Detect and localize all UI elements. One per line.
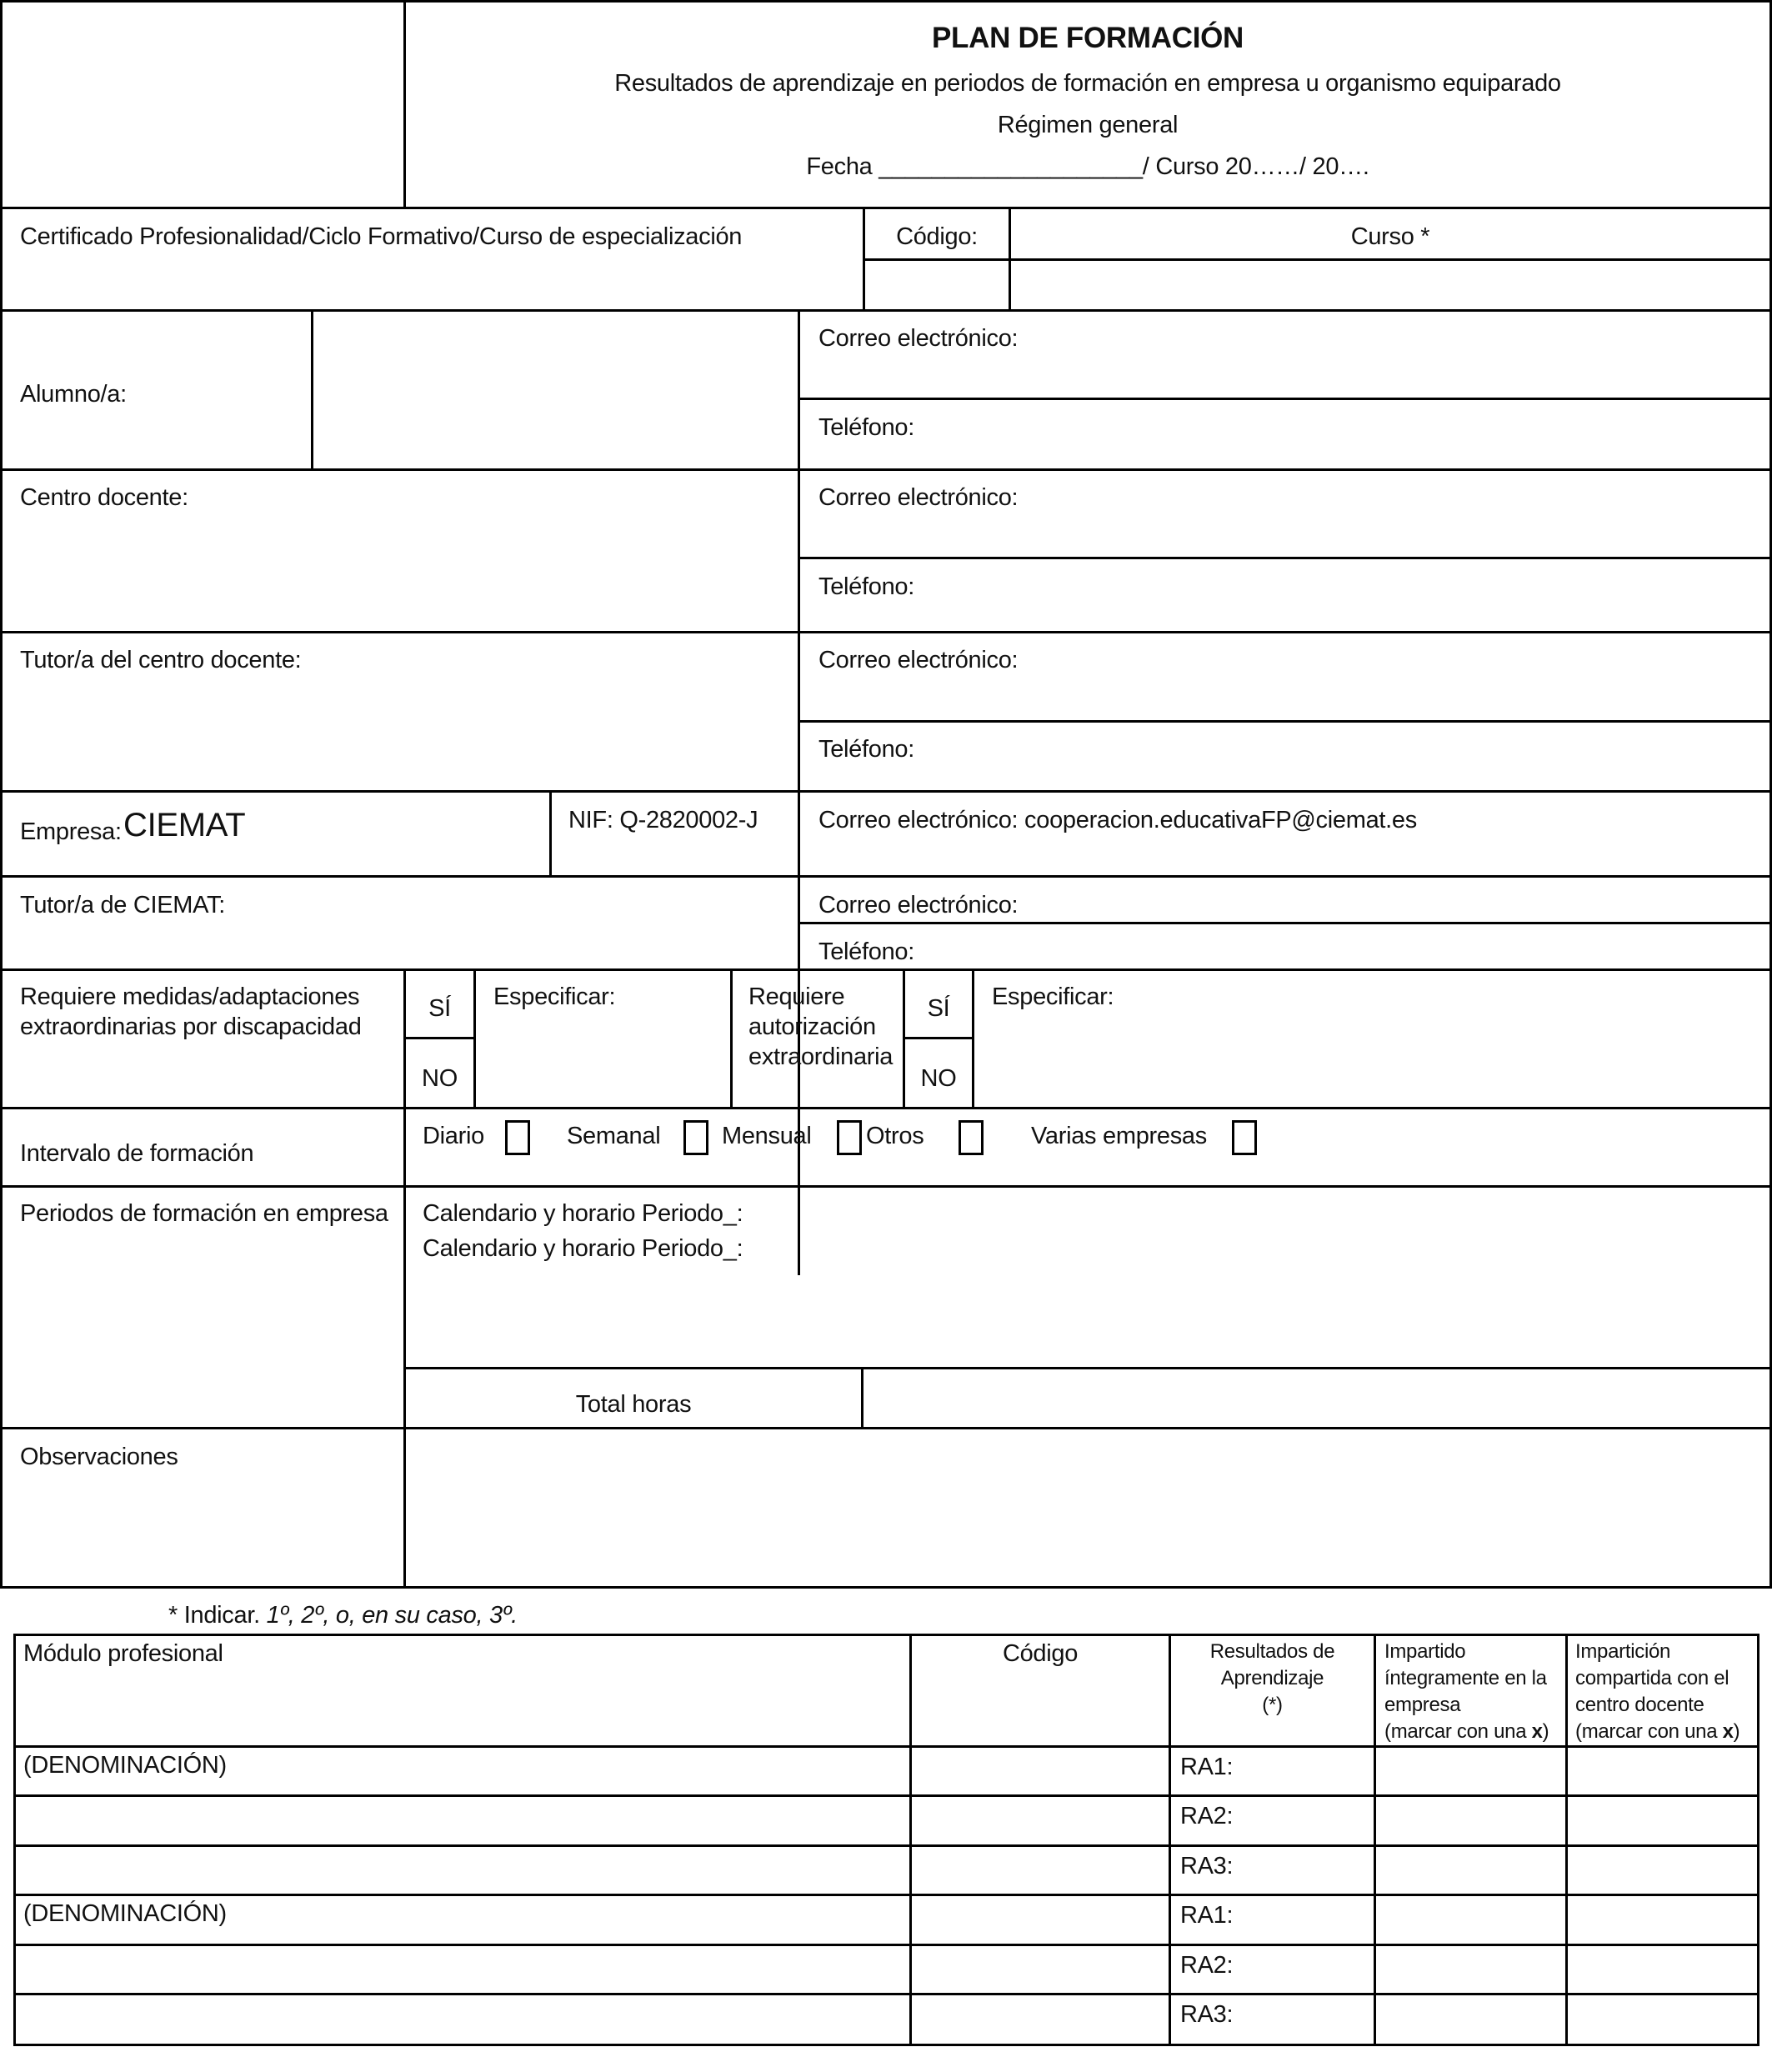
- border: [0, 0, 3, 1589]
- student-label: Alumno/a:: [20, 381, 127, 408]
- interval-monthly-checkbox[interactable]: [837, 1120, 862, 1155]
- mark-instruction: (marcar con una: [1384, 1720, 1532, 1743]
- observations-label: Observaciones: [20, 1444, 178, 1470]
- school-tutor-email-label: Correo electrónico:: [818, 647, 1019, 673]
- period-schedule-line: Calendario y horario Periodo_:: [423, 1200, 743, 1227]
- ra-cell: RA1:: [1180, 1754, 1234, 1780]
- interval-daily-checkbox[interactable]: [505, 1120, 530, 1155]
- divider: [0, 207, 1772, 209]
- disability-yes-option[interactable]: SÍ: [428, 995, 451, 1022]
- column-divider: [909, 1634, 912, 2046]
- module-name-cell: (DENOMINACIÓN): [23, 1752, 227, 1779]
- interval-option-label: Varias empresas: [1031, 1123, 1207, 1149]
- authorization-specify-label: Especificar:: [992, 983, 1114, 1010]
- company-email: Correo electrónico: cooperacion.educativaFP@ciemat.es: [818, 807, 1417, 833]
- interval-option-label: Mensual: [722, 1123, 812, 1149]
- column-divider: [1374, 1634, 1376, 2046]
- company-tutor-email-label: Correo electrónico:: [818, 892, 1019, 918]
- disability-label: [20, 982, 362, 1042]
- divider: [473, 970, 476, 1109]
- ra-header-line: (*): [1262, 1694, 1283, 1716]
- interval-label: Intervalo de formación: [20, 1140, 254, 1167]
- period-schedule-line: Calendario y horario Periodo_:: [423, 1235, 743, 1262]
- ra-cell: RA1:: [1180, 1902, 1234, 1929]
- authorization-label-line1: Requiere: [748, 983, 845, 1010]
- footnote-text: 1º, 2º, o, en su caso, 3º.: [266, 1602, 518, 1629]
- divider: [0, 790, 1772, 793]
- row-divider: [13, 1993, 1759, 1995]
- divider: [0, 1107, 1772, 1109]
- divider: [0, 1185, 1772, 1188]
- company-name: CIEMAT: [123, 807, 246, 843]
- module-header: Módulo profesional: [23, 1640, 223, 1667]
- border: [13, 2044, 1759, 2046]
- divider: [799, 720, 1772, 723]
- border: [0, 1586, 1772, 1589]
- border: [0, 0, 1772, 3]
- page-title: PLAN DE FORMACIÓN: [931, 22, 1244, 54]
- divider: [549, 792, 552, 877]
- authorization-label-line2: autorización: [748, 1013, 876, 1040]
- full-company-header: [1384, 1639, 1564, 1745]
- student-name-field[interactable]: [315, 315, 796, 467]
- border: [13, 1634, 16, 2046]
- close-paren: ): [1733, 1720, 1740, 1743]
- course-field[interactable]: [1013, 263, 1768, 308]
- divider: [0, 1427, 1772, 1429]
- divider: [311, 311, 313, 470]
- disability-specify-label: Especificar:: [493, 983, 616, 1010]
- divider: [0, 875, 1772, 878]
- divider: [0, 631, 1772, 633]
- divider: [799, 557, 1772, 559]
- authorization-yes-option[interactable]: SÍ: [927, 995, 950, 1022]
- row-divider: [13, 1944, 1759, 1946]
- page-subtitle: Resultados de aprendizaje en periodos de formación en empresa u organismo equiparado: [614, 70, 1561, 97]
- school-phone-label: Teléfono:: [818, 573, 914, 600]
- mark-x: x: [1531, 1720, 1543, 1743]
- shared-header: [1575, 1639, 1755, 1745]
- divider: [972, 970, 974, 1109]
- company-tutor-phone-label: Teléfono:: [818, 938, 914, 965]
- row-divider: [13, 1794, 1759, 1797]
- divider: [0, 468, 1772, 471]
- code-field[interactable]: [867, 263, 1007, 308]
- total-hours-label: Total horas: [575, 1391, 692, 1418]
- interval-option-label: Diario: [423, 1123, 484, 1149]
- school-tutor-label: Tutor/a del centro docente:: [20, 647, 302, 673]
- shared-header-line: [1575, 1719, 1755, 1745]
- row-divider: [13, 1745, 1759, 1748]
- module-name-cell: (DENOMINACIÓN): [23, 1900, 227, 1927]
- divider: [799, 922, 1772, 924]
- divider: [730, 970, 733, 1109]
- total-hours-field[interactable]: [867, 1372, 1767, 1424]
- shared-header-line: compartida con el: [1575, 1667, 1729, 1689]
- full-company-header-line: [1384, 1719, 1564, 1745]
- observations-field[interactable]: [408, 1432, 1767, 1584]
- ra-header: [1171, 1639, 1374, 1719]
- ra-cell: RA2:: [1180, 1952, 1234, 1979]
- full-company-header-line: empresa: [1384, 1694, 1461, 1716]
- border: [13, 1634, 1759, 1636]
- interval-weekly-checkbox[interactable]: [683, 1120, 708, 1155]
- disability-label-line2: extraordinarias por discapacidad: [20, 1013, 362, 1040]
- mark-x: x: [1722, 1720, 1734, 1743]
- row-divider: [13, 1894, 1759, 1896]
- course-label: Curso *: [1350, 223, 1430, 250]
- shared-header-line: centro docente: [1575, 1694, 1704, 1716]
- company-tutor-label: Tutor/a de CIEMAT:: [20, 892, 226, 918]
- divider: [904, 1037, 974, 1039]
- ra-cell: RA3:: [1180, 2001, 1234, 2028]
- school-email-label: Correo electrónico:: [818, 484, 1019, 511]
- periods-label: Periodos de formación en empresa: [20, 1200, 388, 1227]
- shared-header-line: Impartición: [1575, 1640, 1671, 1663]
- regime-label: Régimen general: [997, 112, 1179, 138]
- disability-label-line1: Requiere medidas/adaptaciones: [20, 983, 360, 1010]
- divider: [0, 968, 1772, 971]
- ra-header-line: Resultados de: [1209, 1640, 1335, 1663]
- date-course-line: Fecha ____________________/ Curso 20……/ 20….: [806, 153, 1369, 180]
- student-phone-label: Teléfono:: [818, 414, 914, 441]
- ra-cell: RA3:: [1180, 1853, 1234, 1879]
- school-label: Centro docente:: [20, 484, 188, 511]
- full-company-header-line: Impartido: [1384, 1640, 1466, 1663]
- column-divider: [1565, 1634, 1568, 2046]
- disability-no-option[interactable]: NO: [422, 1065, 458, 1092]
- company-nif: NIF: Q-2820002-J: [568, 807, 758, 833]
- authorization-label: [748, 982, 893, 1072]
- code-label: Código:: [896, 223, 978, 250]
- interval-option-label: Otros: [866, 1123, 924, 1149]
- authorization-label-line3: extraordinaria: [748, 1044, 894, 1070]
- programme-label: Certificado Profesionalidad/Ciclo Formativo/Curso de especialización: [20, 223, 743, 250]
- border: [1757, 1634, 1759, 2046]
- mark-instruction: (marcar con una: [1575, 1720, 1723, 1743]
- divider: [405, 1367, 1772, 1369]
- divider: [405, 1037, 475, 1039]
- divider: [0, 309, 1772, 312]
- footnote-prefix: * Indicar.: [168, 1602, 267, 1629]
- footnote: [168, 1600, 518, 1630]
- row-divider: [13, 1844, 1759, 1847]
- code-header: Código: [1002, 1640, 1079, 1667]
- school-tutor-phone-label: Teléfono:: [818, 736, 914, 763]
- interval-other-checkbox[interactable]: [959, 1120, 984, 1155]
- interval-option-label: Semanal: [567, 1123, 661, 1149]
- interval-multiple-companies-checkbox[interactable]: [1232, 1120, 1257, 1155]
- full-company-header-line: íntegramente en la: [1384, 1667, 1547, 1689]
- divider: [863, 258, 1772, 261]
- close-paren: ): [1542, 1720, 1549, 1743]
- divider: [861, 1369, 863, 1429]
- student-email-label: Correo electrónico:: [818, 325, 1019, 352]
- company-label: Empresa:: [20, 818, 122, 845]
- authorization-no-option[interactable]: NO: [920, 1065, 957, 1092]
- ra-header-line: Aprendizaje: [1220, 1667, 1324, 1689]
- divider: [799, 398, 1772, 400]
- ra-cell: RA2:: [1180, 1803, 1234, 1829]
